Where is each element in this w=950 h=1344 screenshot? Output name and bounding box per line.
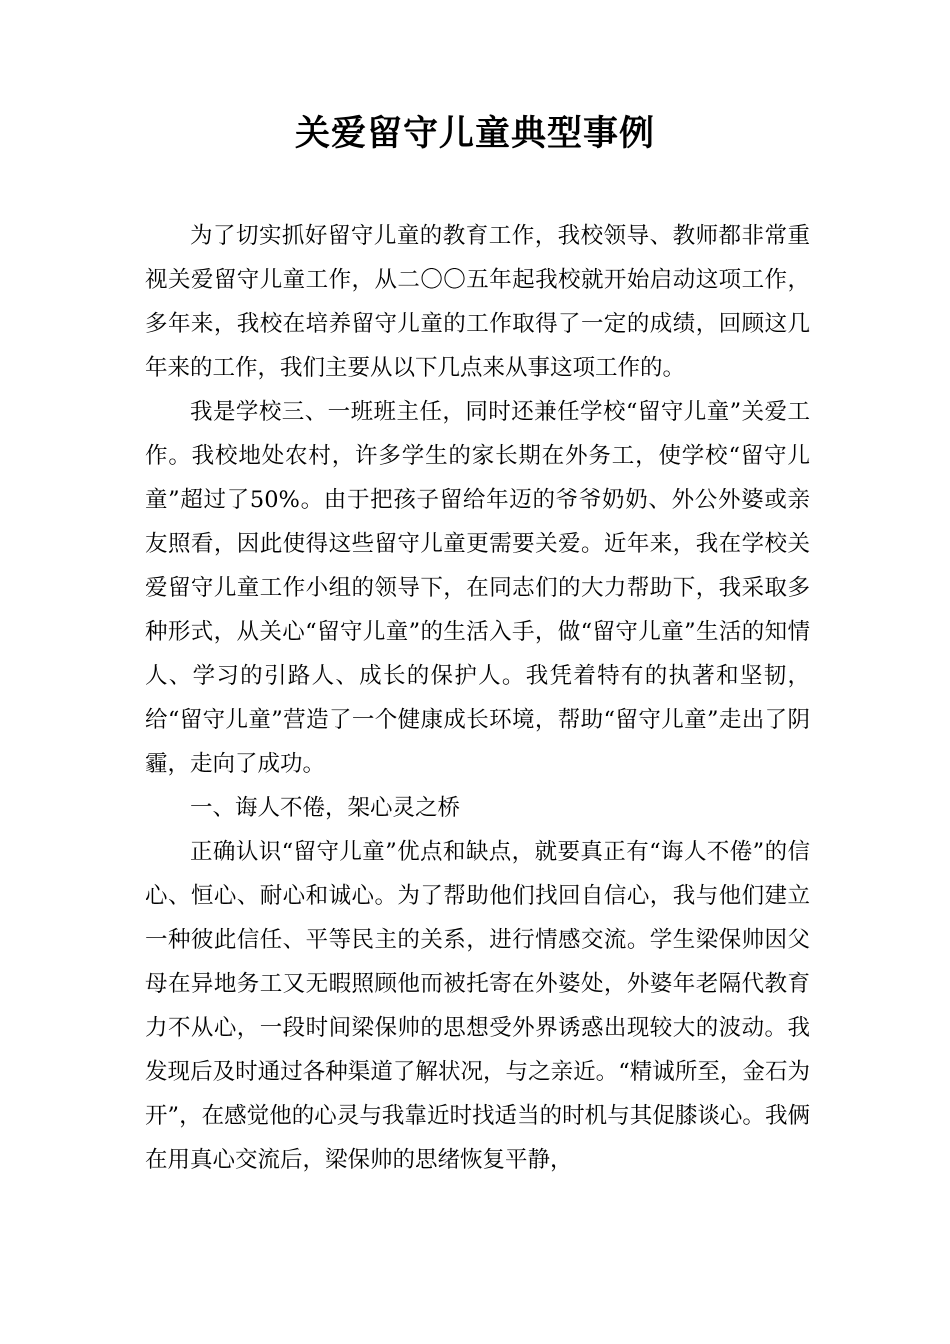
paragraph-intro: 为了切实抓好留守儿童的教育工作，我校领导、教师都非常重视关爱留守儿童工作，从二〇〇五年起我校就开始启动这项工作，多年来，我校在培养留守儿童的工作取得了一定的成绩，回顾这几年来的工作，我们主要从以下几点来从事这项工作的。 bbox=[145, 223, 810, 381]
section-heading-1: 一、诲人不倦，架心灵之桥 bbox=[190, 795, 461, 821]
paragraph-section-1: 正确认识“留守儿童”优点和缺点，就要真正有“诲人不倦”的信心、恒心、耐心和诚心。为了帮助他们找回自信心，我与他们建立一种彼此信任、平等民主的关系，进行情感交流。学生梁保帅因父母在异地务工又无暇照顾他而被托寄在外婆处，外婆年老隔代教育力不从心，一段时间梁保帅的思想受外界诱惑出现较大的波动。我发现后及时通过各种渠道了解状况，与之亲近。“精诚所至，金石为开”，在感觉他的心灵与我靠近时找适当的时机与其促膝谈心。我俩在用真心交流后，梁保帅的思绪恢复平静， bbox=[145, 839, 810, 1173]
paragraph-teacher-role: 我是学校三、一班班主任，同时还兼任学校“留守儿童”关爱工作。我校地处农村，许多学生的家长期在外务工，使学校“留守儿童”超过了50%。由于把孩子留给年迈的爷爷奶奶、外公外婆或亲友照看，因此使得这些留守儿童更需要关爱。近年来，我在学校关爱留守儿童工作小组的领导下，在同志们的大力帮助下，我采取多种形式，从关心“留守儿童”的生活入手，做“留守儿童”生活的知情人、学习的引路人、成长的保护人。我凭着特有的执著和坚韧，给“留守儿童”营造了一个健康成长环境，帮助“留守儿童”走出了阴霾，走向了成功。 bbox=[145, 399, 810, 777]
document-title: 关爱留守儿童典型事例 bbox=[294, 113, 655, 154]
document-body bbox=[145, 214, 810, 1182]
